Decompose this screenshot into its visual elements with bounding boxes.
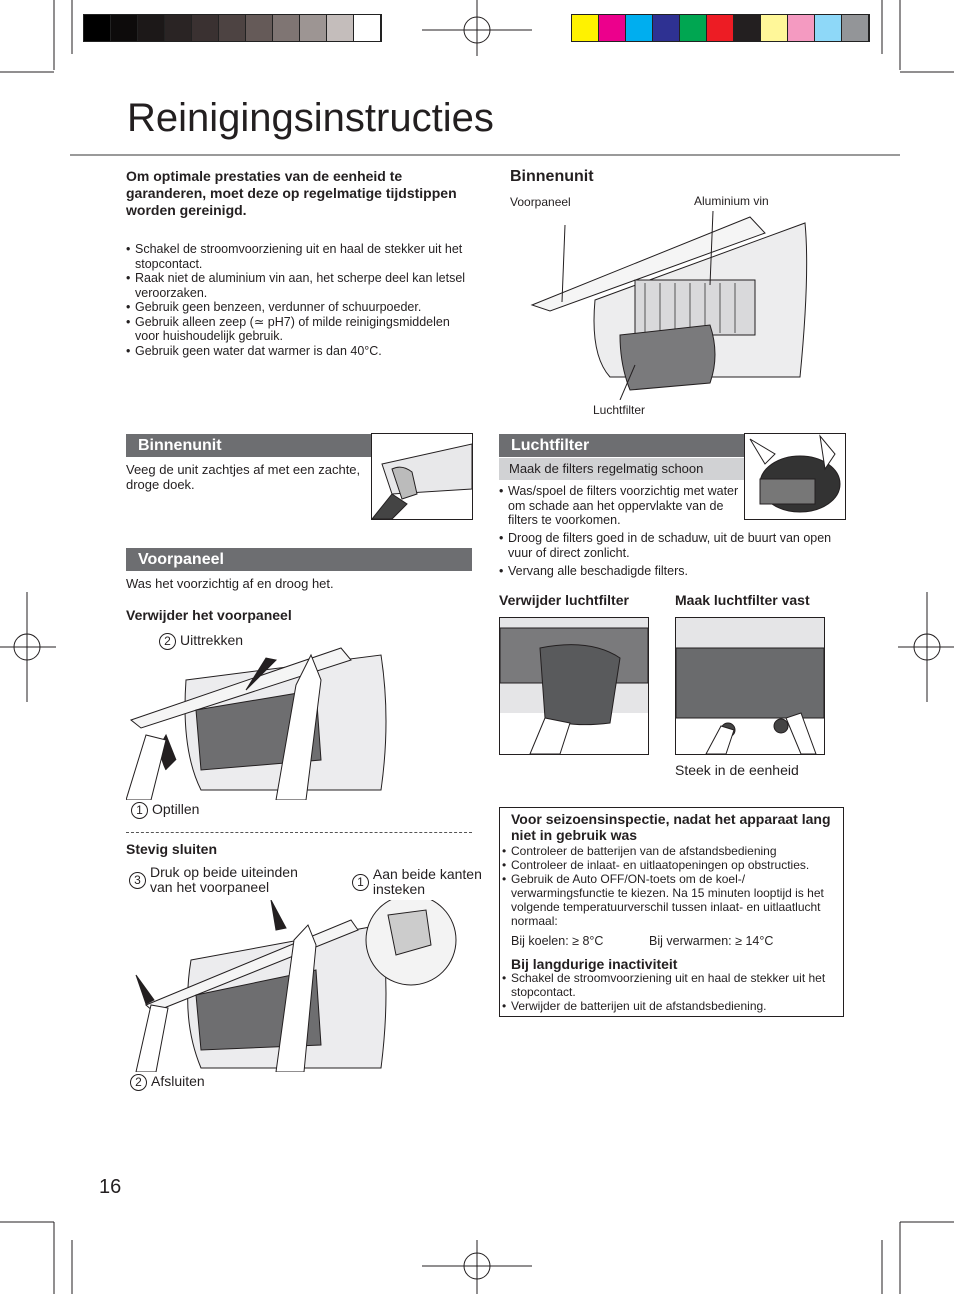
inactive-bullet: • Verwijder de batterijen uit de afstandsbediening. [502, 999, 844, 1013]
remove-filter-image [499, 617, 649, 755]
intro-bullet: • Gebruik geen water dat warmer is dan 40°C. [126, 344, 476, 359]
step-lift-label [131, 802, 199, 819]
intro-bullet: • Raak niet de aluminium vin aan, het scherpe deel kan letsel veroorzaken. [126, 271, 476, 300]
close-step2-text: Afsluiten [151, 1073, 205, 1090]
inactive-bullets [502, 971, 844, 1013]
close-step1 [352, 867, 484, 897]
inactive-heading: Bij langdurige inactiviteit [511, 956, 678, 972]
season-bullet: • Gebruik de Auto OFF/ON-toets om de koel-/ verwarmingsfunctie te kiezen. Na 15 minuten looptijd is het volgende temperatuurverschil tussen inlaat- en uitlaatlucht normaal: [502, 872, 844, 928]
close-front-panel-illustration [126, 900, 461, 1072]
step-pull-text: Uittrekken [180, 632, 244, 649]
air-filter-subbar: Maak de filters regelmatig schoon [499, 458, 745, 480]
label-luchtfilter: Luchtfilter [593, 403, 646, 417]
indoor-unit-diagram [520, 205, 810, 400]
step-number: 2 [130, 1074, 147, 1091]
step-number: 1 [352, 874, 369, 891]
filter-wash-image [744, 433, 846, 520]
filter-bullet: • Was/spoel de filters voorzichtig met water om schade aan het oppervlakte van de filters te voorkomen. [499, 484, 743, 528]
indoor-section-bar: Binnenunit [126, 434, 372, 457]
dashed-divider [126, 832, 472, 833]
remove-filter-heading: Verwijder luchtfilter [499, 592, 629, 608]
season-cool-temp: Bij koelen: ≥ 8°C [511, 934, 604, 948]
remove-front-panel-illustration [126, 640, 391, 800]
title-rule [70, 154, 900, 156]
label-aluminium-vin: Aluminium vin [694, 194, 769, 208]
season-heading: Voor seizoensinspectie, nadat het apparaat lang niet in gebruik was [511, 811, 831, 843]
step-number: 2 [159, 633, 176, 650]
season-heat-temp: Bij verwarmen: ≥ 14°C [649, 934, 774, 948]
wipe-unit-image [371, 433, 473, 520]
step-lift-text: Optillen [152, 801, 200, 818]
page-number: 16 [99, 1176, 122, 1198]
intro-heading: Om optimale prestaties van de eenheid te garanderen, moet deze op regelmatige tijdstippen worden gereinigd. [126, 168, 457, 218]
filter-bullets-bottom [499, 531, 844, 579]
indoor-text: Veeg de unit zachtjes af met een zachte, droge doek. [126, 462, 361, 492]
attach-filter-image [675, 617, 825, 755]
page-title: Reinigingsinstructies [127, 96, 494, 140]
step-number: 3 [129, 872, 146, 889]
intro-bullet: • Gebruik alleen zeep (≃ pH7) of milde reinigingsmiddelen voor huishoudelijk gebruik. [126, 315, 476, 344]
label-voorpaneel: Voorpaneel [510, 195, 571, 209]
front-panel-section-bar: Voorpaneel [126, 548, 472, 571]
seasonal-inspection-box [499, 807, 844, 1017]
season-bullet: • Controleer de inlaat- en uitlaatopeningen op obstructies. [502, 858, 844, 872]
close-step3 [129, 865, 329, 895]
close-step3-text: Druk op beide uiteinden van het voorpaneel [150, 864, 298, 895]
filter-bullets-top [499, 484, 743, 528]
inactive-bullet: • Schakel de stroomvoorziening uit en haal de stekker uit het stopcontact. [502, 971, 844, 999]
insert-caption: Steek in de eenheid [675, 762, 799, 778]
step-number: 1 [131, 802, 148, 819]
attach-filter-heading: Maak luchtfilter vast [675, 592, 810, 608]
intro-bullet: • Schakel de stroomvoorziening uit en haal de stekker uit het stopcontact. [126, 242, 476, 271]
wipe-cloth-illustration [372, 434, 472, 519]
remove-filter-illustration [500, 618, 648, 754]
filter-wash-illustration [745, 434, 845, 519]
attach-filter-illustration [676, 618, 824, 754]
front-panel-text: Was het voorzichtig af en droog het. [126, 576, 334, 591]
close-step1-text: Aan beide kanten insteken [372, 866, 482, 897]
season-bullets [502, 844, 844, 928]
close-step2 [130, 1074, 205, 1091]
remove-front-heading: Verwijder het voorpaneel [126, 607, 292, 623]
filter-bullet: • Droog de filters goed in de schaduw, uit de buurt van open vuur of direct zonlicht. [499, 531, 844, 560]
intro-bullet: • Gebruik geen benzeen, verdunner of schuurpoeder. [126, 300, 476, 315]
close-heading: Stevig sluiten [126, 841, 218, 857]
intro-bullets [126, 242, 476, 358]
air-filter-section-bar: Luchtfilter [499, 434, 745, 457]
diagram-heading: Binnenunit [510, 168, 594, 185]
filter-bullet: • Vervang alle beschadigde filters. [499, 564, 844, 579]
season-bullet: • Controleer de batterijen van de afstandsbediening [502, 844, 844, 858]
